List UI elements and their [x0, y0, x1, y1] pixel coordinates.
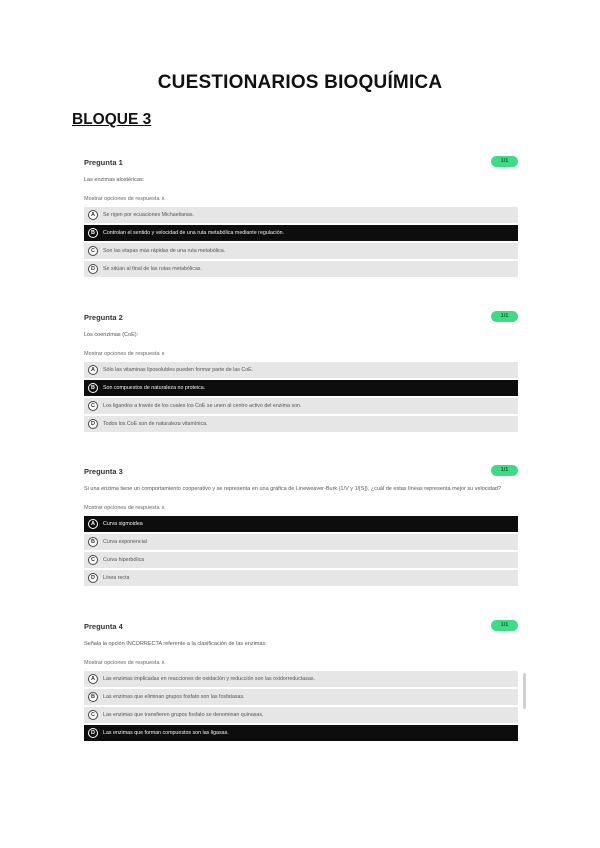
answer-option[interactable]: [84, 516, 518, 532]
options-list: [84, 516, 518, 586]
option-text: Línea recta: [103, 575, 130, 581]
answer-option[interactable]: [84, 398, 518, 414]
option-letter-badge: C: [88, 710, 98, 720]
document-title: CUESTIONARIOS BIOQUÍMICA: [157, 72, 443, 93]
answer-option[interactable]: [84, 689, 518, 705]
option-letter-badge: B: [88, 537, 98, 547]
question-header: [84, 156, 518, 170]
question-card: [84, 311, 518, 434]
answer-option[interactable]: [84, 362, 518, 378]
option-letter-badge: C: [88, 246, 98, 256]
question-card: [84, 620, 518, 743]
answer-option[interactable]: [84, 552, 518, 568]
scrollbar[interactable]: [523, 673, 526, 709]
option-letter-badge: D: [88, 728, 98, 738]
question-header: [84, 620, 518, 634]
option-letter-badge: B: [88, 692, 98, 702]
answer-option[interactable]: [84, 225, 518, 241]
question-header: [84, 311, 518, 325]
answer-option[interactable]: [84, 671, 518, 687]
question-title: Pregunta 2: [84, 313, 123, 322]
option-text: Sólo las vitaminas liposolubles pueden formar parte de las CoE.: [103, 367, 254, 373]
question-title: Pregunta 4: [84, 622, 123, 631]
option-letter-badge: A: [88, 674, 98, 684]
option-text: Las enzimas que transfieren grupos fosfato se denominan quinasas.: [103, 712, 264, 718]
option-text: Las enzimas implicadas en reacciones de oxidación y reducción son las oxidorreductasas.: [103, 676, 315, 682]
options-list: [84, 362, 518, 432]
show-options-toggle[interactable]: Mostrar opciones de respuesta ∧: [84, 505, 166, 511]
question-card: [84, 465, 518, 588]
option-text: Curva sigmoidea: [103, 521, 143, 527]
option-text: Todos los CoE son de naturaleza vitamínica.: [103, 421, 208, 427]
options-list: [84, 671, 518, 741]
answer-option[interactable]: [84, 534, 518, 550]
score-badge: 1/1: [491, 465, 518, 476]
option-text: Curva hiperbólica: [103, 557, 145, 563]
answer-option[interactable]: [84, 207, 518, 223]
option-letter-badge: D: [88, 573, 98, 583]
question-text: Señala la opción INCORRECTA referente a la clasificación de las enzimas:: [84, 641, 267, 647]
option-text: Son compuestos de naturaleza no proteica.: [103, 385, 206, 391]
option-letter-badge: A: [88, 365, 98, 375]
option-letter-badge: A: [88, 210, 98, 220]
option-text: Controlan el sentido y velocidad de una ruta metabólica mediante regulación.: [103, 230, 285, 236]
option-text: Las enzimas que forman compuestos son las ligasas.: [103, 730, 229, 736]
option-letter-badge: C: [88, 401, 98, 411]
answer-option[interactable]: [84, 416, 518, 432]
answer-option[interactable]: [84, 725, 518, 741]
section-heading: BLOQUE 3: [72, 111, 152, 128]
question-title: Pregunta 1: [84, 158, 123, 167]
question-text: Las enzimas alostéricas:: [84, 177, 145, 183]
option-letter-badge: A: [88, 519, 98, 529]
option-text: Se rigen por ecuaciones Michaelianas.: [103, 212, 194, 218]
option-letter-badge: D: [88, 419, 98, 429]
answer-option[interactable]: [84, 707, 518, 723]
show-options-toggle[interactable]: Mostrar opciones de respuesta ∧: [84, 660, 166, 666]
score-badge: 1/1: [491, 311, 518, 322]
answer-option[interactable]: [84, 243, 518, 259]
option-text: Se sitúan al final de las rutas metabólicas.: [103, 266, 202, 272]
score-badge: 1/1: [491, 620, 518, 631]
option-letter-badge: B: [88, 383, 98, 393]
option-text: Las enzimas que eliminan grupos fosfato son las fosfatasas.: [103, 694, 245, 700]
options-list: [84, 207, 518, 277]
question-header: [84, 465, 518, 479]
answer-option[interactable]: [84, 261, 518, 277]
option-letter-badge: C: [88, 555, 98, 565]
option-text: Los ligandos a través de los cuales los CoE se unen al centro activo del enzima son.: [103, 403, 302, 409]
answer-option[interactable]: [84, 570, 518, 586]
show-options-toggle[interactable]: Mostrar opciones de respuesta ∧: [84, 351, 166, 357]
option-letter-badge: B: [88, 228, 98, 238]
question-card: [84, 156, 518, 279]
answer-option[interactable]: [84, 380, 518, 396]
option-letter-badge: D: [88, 264, 98, 274]
option-text: Curva exponencial: [103, 539, 147, 545]
question-text: Los coenzimas (CoE):: [84, 332, 139, 338]
option-text: Son las etapas más rápidas de una ruta metabólica.: [103, 248, 226, 254]
score-badge: 1/1: [491, 156, 518, 167]
show-options-toggle[interactable]: Mostrar opciones de respuesta ∧: [84, 196, 166, 202]
question-title: Pregunta 3: [84, 467, 123, 476]
question-text: Si una enzima tiene un comportamiento cooperativo y se representa en una gráfica de Lineweaver-Burk (1/V y 1/[S]), ¿cuál de estas líneas representa mejor su velocidad?: [84, 486, 502, 492]
